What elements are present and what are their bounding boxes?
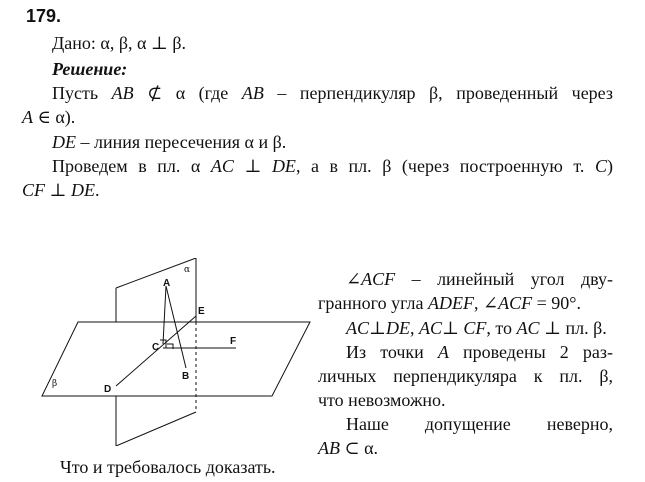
- text-fragment: , то: [486, 318, 517, 338]
- var-ac: AC: [210, 156, 234, 176]
- solution-heading-text: Решение:: [52, 59, 128, 79]
- right-line-2: [318, 292, 581, 314]
- right-line-5: личных перпендикуляра к пл. β,: [318, 366, 613, 386]
- text-fragment: – линейный угол дву-: [395, 269, 613, 289]
- text-fragment: ⊥: [45, 180, 71, 200]
- label-d: D: [104, 384, 112, 395]
- text-fragment: гранного угла: [318, 293, 429, 313]
- solution-p3-line1: [52, 155, 613, 177]
- right-line-4: [346, 341, 613, 363]
- text-fragment: – перпендикуляр β, проведенный через: [263, 83, 613, 103]
- solution-p1-line2: [22, 106, 75, 128]
- given-content: α, β, α ⊥ β.: [100, 33, 187, 53]
- given-label: Дано:: [52, 33, 96, 53]
- label-beta: β: [52, 379, 58, 389]
- solution-p1-line1: [52, 82, 613, 104]
- text-fragment: .: [94, 180, 100, 200]
- solution-p3-line2: [22, 179, 99, 201]
- conclusion: Что и требовалось доказать.: [60, 457, 276, 477]
- label-b: B: [182, 371, 190, 382]
- right-line-6: что невозможно.: [318, 390, 446, 410]
- var-adef: ADEF: [428, 293, 474, 313]
- var-ac: AC: [418, 318, 442, 338]
- text-fragment: , ∠: [474, 293, 499, 313]
- label-a: A: [163, 278, 171, 289]
- text-fragment: ∈ α).: [33, 107, 76, 127]
- dihedral-angle-figure: [36, 258, 314, 446]
- text-fragment: = 90°.: [532, 293, 581, 313]
- var-de: DE: [271, 156, 296, 176]
- text-fragment: проведены 2 раз-: [448, 342, 613, 362]
- label-e: E: [198, 306, 205, 317]
- text-fragment: ): [607, 156, 613, 176]
- var-de: DE: [52, 132, 76, 152]
- text-fragment: Из точки: [346, 342, 438, 362]
- text-fragment: – линия пересечения α и β.: [76, 132, 287, 152]
- var-a: A: [437, 342, 449, 362]
- text-fragment: ⊥: [369, 318, 386, 338]
- var-a: A: [22, 107, 33, 127]
- label-f: F: [230, 336, 237, 347]
- var-ab: AB: [318, 438, 340, 458]
- text-fragment: , а в пл. β (через построенную т.: [295, 156, 595, 176]
- var-cf: CF: [22, 180, 46, 200]
- var-de: DE: [385, 318, 410, 338]
- segment-ac: [163, 286, 166, 344]
- text-fragment: Пусть: [52, 83, 112, 103]
- var-ab: AB: [241, 83, 264, 103]
- var-c: C: [594, 156, 607, 176]
- label-alpha: α: [184, 265, 191, 275]
- solution-p2: [52, 131, 286, 153]
- given-line: [52, 32, 186, 54]
- var-ac: AC: [346, 318, 370, 338]
- problem-number: 179.: [26, 6, 62, 26]
- var-acf: ACF: [361, 269, 396, 289]
- text-fragment: ⊥: [441, 318, 464, 338]
- right-line-3: [346, 317, 607, 339]
- label-c: C: [152, 342, 160, 353]
- var-acf: ACF: [498, 293, 533, 313]
- var-ac: AC: [516, 318, 540, 338]
- text-fragment: ,: [409, 318, 419, 338]
- var-cf: CF: [463, 318, 487, 338]
- text-fragment: ⊄ α (где: [133, 83, 242, 103]
- text-fragment: ⊥ пл. β.: [539, 318, 607, 338]
- var-de: DE: [70, 180, 95, 200]
- text-fragment: ∠: [346, 269, 362, 289]
- text-fragment: Проведем в пл. α: [52, 156, 211, 176]
- text-fragment: ⊂ α.: [340, 438, 379, 458]
- plane-alpha-bottom-edge: [116, 412, 196, 446]
- solution-heading: [52, 58, 127, 80]
- var-ab: AB: [111, 83, 134, 103]
- text-fragment: ⊥: [233, 156, 272, 176]
- right-line-7: Наше допущение неверно,: [346, 414, 613, 434]
- right-line-1: [346, 268, 613, 290]
- right-line-8: [318, 437, 378, 459]
